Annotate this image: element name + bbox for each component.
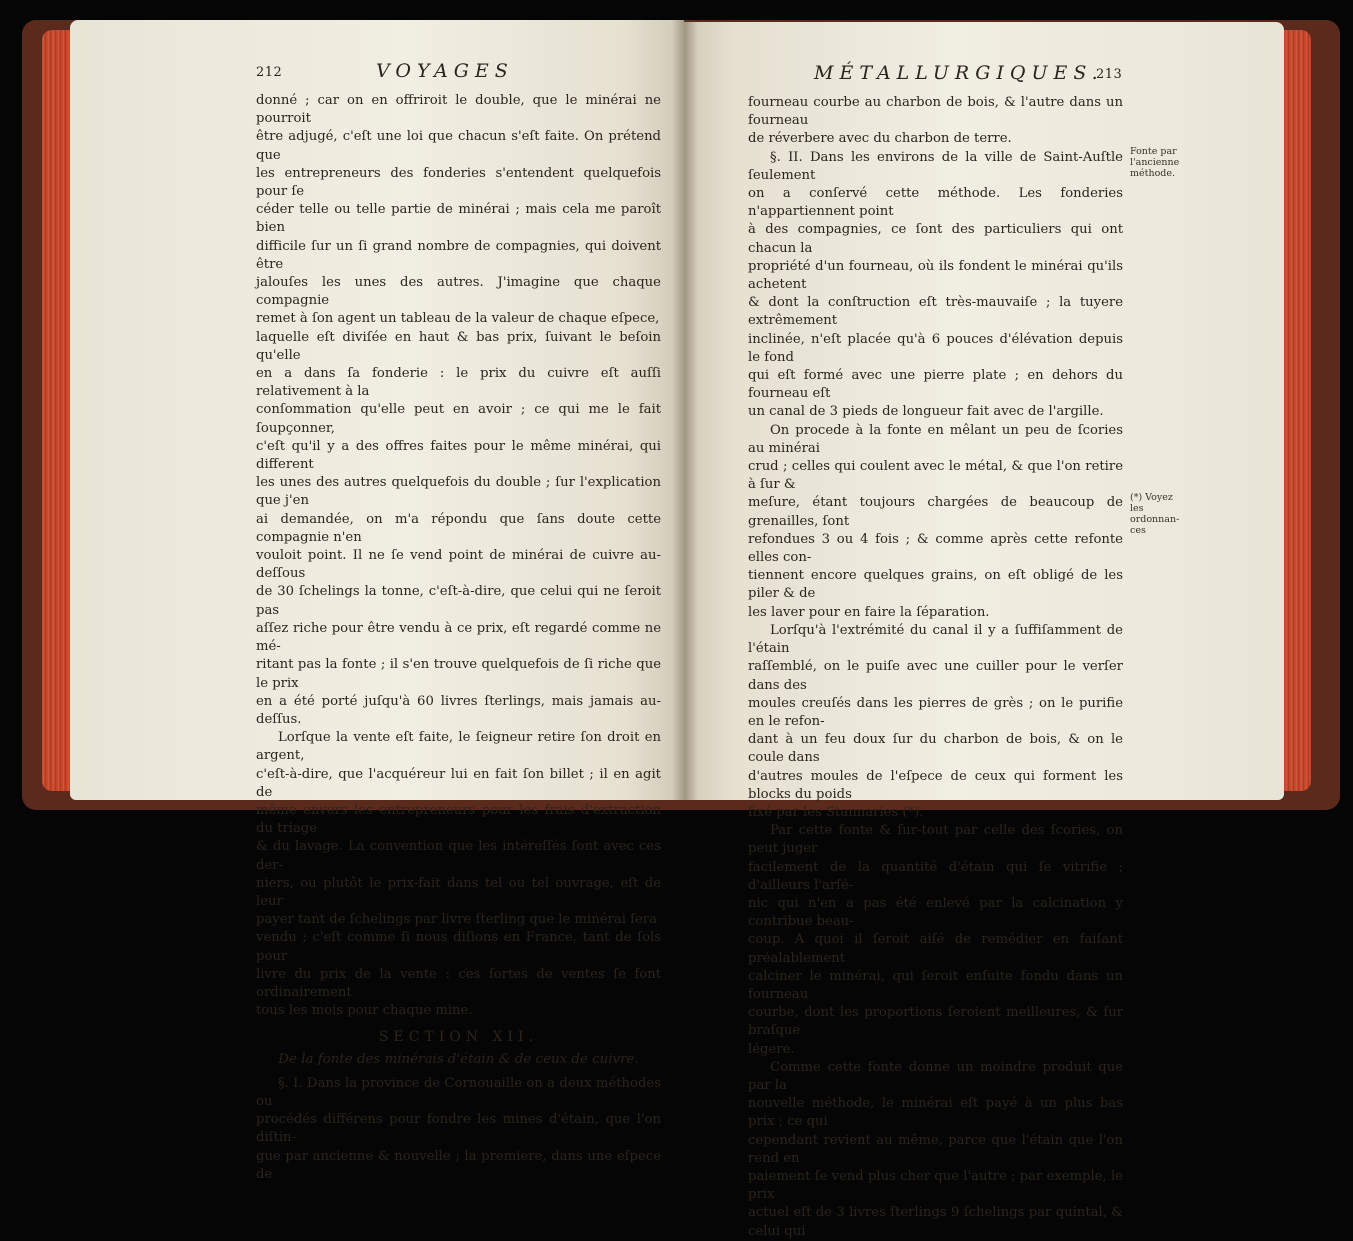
text-line: §. I. Dans la province de Cornouaille on a deux méthodes ou	[256, 1075, 661, 1109]
note-line: (*) Voyez les	[1130, 492, 1173, 514]
text-line: conſommation qu'elle peut en avoir ; ce qui me le fait ſoupçonner,	[256, 402, 661, 436]
text-line: fourneau courbe au charbon de bois, & l'autre dans un fourneau	[748, 95, 1123, 129]
text-line: actuel eſt de 3 livres ſterlings 9 ſchelings par quintal, & celui qui	[748, 1205, 1123, 1239]
text-line: gue par ancienne & nouvelle ; la premiere, dans une eſpece de	[256, 1148, 661, 1182]
text-line: même envers les entrepreneurs pour les frais d'extraction du triage	[256, 802, 661, 837]
text-line: les laver pour en faire la ſéparation.	[748, 604, 990, 620]
text-line: fixé par les Stannaries (*).	[748, 804, 924, 820]
text-line: nouvelle méthode, le minérai eſt payé à un plus bas prix ; ce qui	[748, 1096, 1123, 1130]
text-line: nic qui n'en a pas été enlevé par la calcination y contribue beau-	[748, 895, 1123, 930]
text-line: raſſemblé, on le puiſe avec une cuiller pour le verſer dans des	[748, 659, 1123, 693]
text-line: vouloit point. Il ne ſe vend point de minérai de cuivre au-deſſous	[256, 548, 661, 582]
text-line: ritant pas la fonte ; il s'en trouve quelquefois de ſi riche que le prix	[256, 657, 661, 691]
right-body	[748, 94, 1123, 1241]
text-line: céder telle ou telle partie de minérai ; mais cela me paroît bien	[256, 202, 661, 236]
text-line: difficile ſur un ſi grand nombre de compagnies, qui doivent être	[256, 238, 661, 272]
text-line: à des compagnies, ce ſont des particuliers qui ont chacun la	[748, 222, 1123, 256]
note-line: l'ancienne	[1130, 157, 1180, 168]
left-paragraph-1	[256, 92, 661, 729]
right-page	[684, 22, 1284, 1239]
left-paragraph-3	[256, 1075, 661, 1184]
text-line: tiennent encore quelques grains, on eſt obligé de les piler & de	[748, 568, 1123, 602]
text-line: facilement de la quantité d'étain qui ſe vitrifie ; d'ailleurs l'arſé-	[748, 859, 1123, 893]
text-line: Par cette fonte & ſur-tout par celle des ſcories, on peut juger	[748, 823, 1123, 857]
text-line: de réverbere avec du charbon de terre.	[748, 131, 1012, 147]
right-paragraph-1	[748, 94, 1123, 149]
text-line: c'eſt qu'il y a des offres faites pour le même minérai, qui different	[256, 438, 661, 473]
text-line: légere.	[748, 1041, 795, 1057]
right-running-title: MÉTALLURGIQUES.	[814, 62, 1104, 84]
note-line: ordonnan-	[1130, 514, 1180, 525]
note-line: ces	[1130, 525, 1146, 536]
text-line: ai demandée, on m'a répondu que ſans doute cette compagnie n'en	[256, 511, 661, 545]
text-line: payer tant de ſchelings par livre ſterling que le minérai ſera	[256, 912, 657, 928]
right-paragraph-3	[748, 422, 1123, 622]
text-line: jalouſes les unes des autres. J'imagine que chaque compagnie	[256, 275, 661, 309]
text-line: §. II. Dans les environs de la ville de Saint-Auſtle ſeulement	[748, 149, 1123, 183]
text-line: dant à un feu doux ſur du charbon de bois, & on le coule dans	[748, 732, 1123, 766]
right-paragraph-6	[748, 1059, 1123, 1241]
text-line: On procede à la fonte en mêlant un peu de ſcories au minérai	[748, 422, 1123, 456]
text-line: moules creuſés dans les pierres de grès ; on le purifie en le refon-	[748, 695, 1123, 729]
text-line: donné ; car on en offriroit le double, que le minérai ne pourroit	[256, 93, 661, 127]
text-line: courbe, dont les proportions ſeroient meilleures, & ſur braſque	[748, 1005, 1123, 1039]
text-line: c'eſt-à-dire, que l'acquéreur lui en fait ſon billet ; il en agit de	[256, 766, 661, 800]
text-line: laquelle eſt diviſée en haut & bas prix, ſuivant le beſoin qu'elle	[256, 329, 661, 363]
right-paragraph-5	[748, 822, 1123, 1059]
note-line: méthode.	[1130, 168, 1176, 179]
text-line: on a conſervé cette méthode. Les fonderies n'appartiennent point	[748, 186, 1123, 220]
text-line: & dont la conſtruction eſt très-mauvaiſe ; la tuyere extrêmement	[748, 295, 1123, 329]
margin-note-method	[1130, 146, 1184, 179]
text-line: les entrepreneurs des fonderies s'entendent quelquefois pour ſe	[256, 165, 661, 200]
text-line: les unes des autres quelquefois du double ; ſur l'explication que j'en	[256, 475, 661, 509]
text-line: cependant revient au même, parce que l'étain que l'on rend en	[748, 1132, 1123, 1166]
text-line: coup. A quoi il ſeroit aiſé de remédier en faiſant préalablement	[748, 932, 1123, 966]
section-heading: SECTION XII.	[378, 1029, 539, 1046]
text-line: niers, ou plutôt le prix-fait dans tel ou tel ouvrage, eſt de leur	[256, 875, 661, 909]
section-title: De la fonte des minérais d'étain & de ceux de cuivre.	[278, 1051, 639, 1067]
left-page-number: 212	[256, 65, 283, 80]
right-paragraph-4	[748, 622, 1123, 822]
right-page-number: 213	[1096, 67, 1123, 82]
text-line: aſſez riche pour être vendu à ce prix, eſt regardé comme ne mé-	[256, 620, 661, 655]
text-line: Lorſqu'à l'extrémité du canal il y a ſuffiſamment de l'étain	[748, 622, 1123, 657]
text-line: Comme cette fonte donne un moindre produit que par la	[748, 1059, 1123, 1093]
text-line: en a dans ſa fonderie : le prix du cuivre eſt auſſi relativement à la	[256, 366, 661, 400]
left-running-title: VOYAGES	[376, 60, 514, 82]
text-line: crud ; celles qui coulent avec le métal, & que l'on retire à ſur &	[748, 459, 1123, 493]
left-page	[70, 20, 684, 1182]
text-line: un canal de 3 pieds de longueur fait avec de l'argille.	[748, 404, 1104, 420]
margin-note-footnote	[1130, 492, 1184, 536]
text-line: de 30 ſchelings la tonne, c'eſt-à-dire, que celui qui ne ſeroit pas	[256, 584, 661, 618]
right-paragraph-2	[748, 149, 1123, 422]
text-line: procédés différens pour fondre les mines d'étain, que l'on diſtin-	[256, 1112, 661, 1146]
note-line: Fonte par	[1130, 146, 1177, 157]
text-line: propriété d'un fourneau, où ils fondent le minérai qu'ils achetent	[748, 258, 1123, 293]
text-line: inclinée, n'eſt placée qu'à 6 pouces d'élévation depuis le fond	[748, 331, 1123, 365]
book-gutter	[672, 20, 698, 800]
text-line: tous les mois pour chaque mine.	[256, 1003, 473, 1019]
left-paragraph-2	[256, 729, 661, 1020]
left-body	[256, 92, 661, 1184]
text-line: vendu ; c'eſt comme ſi nous diſions en France, tant de ſols pour	[256, 930, 661, 964]
text-line: meſure, étant toujours chargées de beaucoup de grenailles, ſont	[748, 495, 1123, 529]
text-line: & du lavage. La convention que les intéreſſés ſont avec ces der-	[256, 839, 661, 873]
text-line: remet à ſon agent un tableau de la valeur de chaque eſpece,	[256, 311, 660, 327]
text-line: d'autres moules de l'eſpece de ceux qui forment les blocks du poids	[748, 768, 1123, 802]
text-line: livre du prix de la vente : ces ſortes de ventes ſe font ordinairement	[256, 966, 661, 1000]
text-line: Lorſque la vente eſt faite, le ſeigneur retire ſon droit en argent,	[256, 730, 661, 764]
text-line: paiement ſe vend plus cher que l'autre ; par exemple, le prix	[748, 1168, 1123, 1203]
text-line: en a été porté juſqu'à 60 livres ſterlings, mais jamais au-deſſus.	[256, 693, 661, 727]
text-line: refondues 3 ou 4 fois ; & comme après cette refonte elles con-	[748, 531, 1123, 566]
text-line: qui eſt formé avec une pierre plate ; en dehors du fourneau eſt	[748, 368, 1123, 402]
text-line: être adjugé, c'eſt une loi que chacun s'eſt faite. On prétend que	[256, 129, 661, 163]
text-line: calciner le minérai, qui ſeroit enſuite fondu dans un fourneau	[748, 968, 1123, 1002]
